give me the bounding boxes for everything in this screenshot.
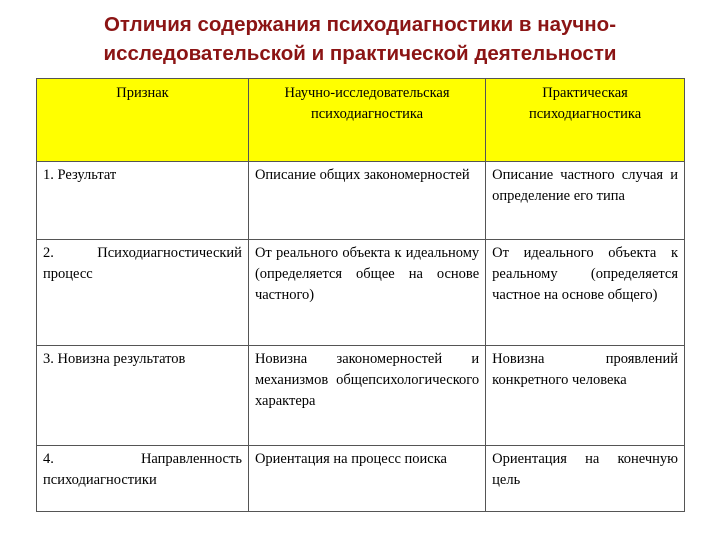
- row-research-cell: Новизна закономерностей и механизмов общепсихологического характера: [248, 346, 485, 446]
- slide-title-line-2: исследовательской и практической деятельности: [103, 42, 617, 65]
- table-row: [37, 162, 685, 240]
- table-row: [37, 240, 685, 346]
- slide-title: [0, 10, 720, 68]
- row-feature-cell: 3. Новизна результатов: [37, 346, 249, 446]
- row-feature-cell: 4. Направленность психодиагностики: [37, 446, 249, 512]
- row-practical-cell: Новизна проявлений конкретного человека: [486, 346, 685, 446]
- row-practical-cell: От идеального объекта к реальному (определяется частное на основе общего): [486, 240, 685, 346]
- comparison-table: [36, 78, 685, 512]
- row-feature-cell: 1. Результат: [37, 162, 249, 240]
- header-cell-practical: Практическая психодиагностика: [486, 79, 685, 162]
- row-practical-cell: Описание частного случая и определение его типа: [486, 162, 685, 240]
- table-row: [37, 446, 685, 512]
- header-cell-feature: Признак: [37, 79, 249, 162]
- row-research-cell: Описание общих закономерностей: [248, 162, 485, 240]
- row-research-cell: От реального объекта к идеальному (определяется общее на основе частного): [248, 240, 485, 346]
- row-feature-cell: 2. Психодиагностический процесс: [37, 240, 249, 346]
- header-cell-research: Научно-исследовательская психодиагностика: [248, 79, 485, 162]
- row-research-cell: Ориентация на процесс поиска: [248, 446, 485, 512]
- table-row: [37, 346, 685, 446]
- slide-title-line-1: Отличия содержания психодиагностики в научно-: [103, 13, 617, 36]
- row-practical-cell: Ориентация на конечную цель: [486, 446, 685, 512]
- table-header-row: [37, 79, 685, 162]
